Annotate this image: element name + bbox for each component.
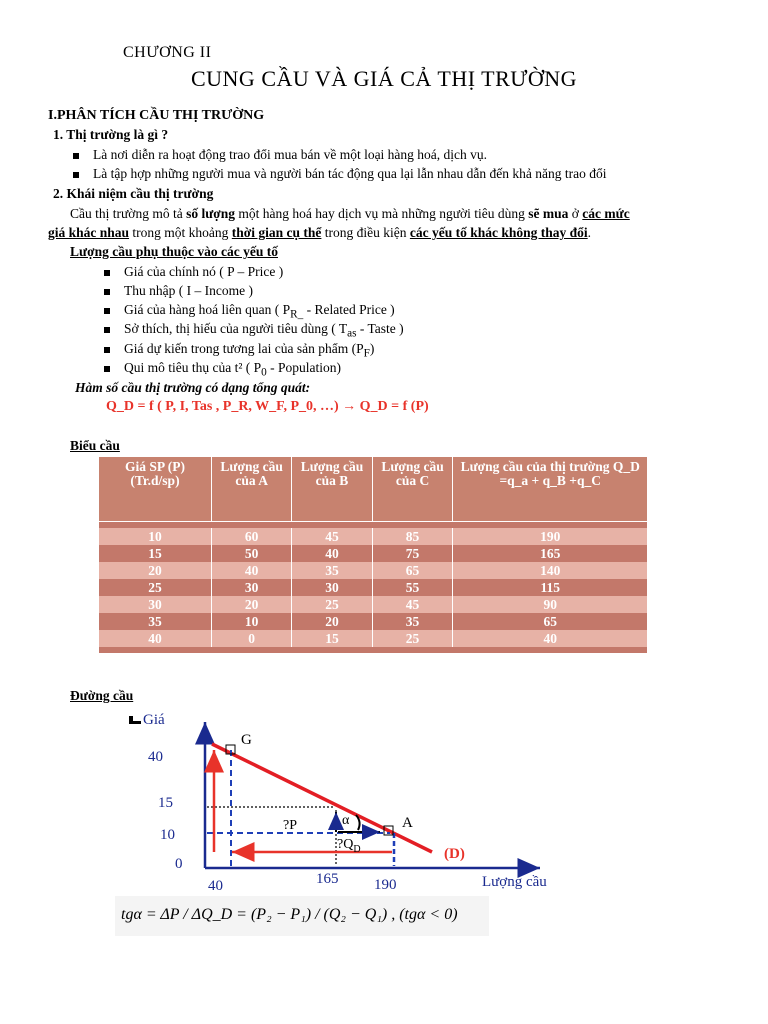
demand-schedule-table xyxy=(98,456,648,653)
bullet-icon xyxy=(104,308,110,314)
table-header-row xyxy=(99,457,648,522)
bullet-icon xyxy=(104,289,110,295)
section-heading: I.PHÂN TÍCH CẦU THỊ TRƯỜNG xyxy=(48,108,265,123)
q1-bullet-2 xyxy=(73,166,607,182)
q1-bullet-2-text: Là tập hợp những người mua và người bán tác động qua lại lẫn nhau dẫn đến khả năng trao đổi xyxy=(93,166,607,181)
column-header: Lượng cầu của C xyxy=(372,457,453,522)
table-row: 25 30 30 55 115 xyxy=(99,579,648,596)
question-1-heading: 1. Thị trường là gì ? xyxy=(53,127,169,142)
table-row: 40 0 15 25 40 xyxy=(99,630,648,647)
axis-corner-mark xyxy=(129,721,141,724)
alpha-label: α xyxy=(342,813,350,828)
column-header: Giá SP (P) (Tr.d/sp) xyxy=(99,457,212,522)
y-tick-label: 10 xyxy=(160,827,175,843)
bullet-icon xyxy=(104,366,110,372)
factor-item: Giá của hàng hoá liên quan ( $P_{R\_}$ - Related Price ) xyxy=(104,302,395,321)
demand-curve-line xyxy=(212,744,432,852)
factor-item: Giá dự kiến trong tương lai của sản phẩm $(P_F)$ xyxy=(104,341,374,360)
factor-item: Giá của chính nó ( P – Price ) xyxy=(104,264,283,280)
y-tick-label: 0 xyxy=(175,856,183,872)
factors-heading: Lượng cầu phụ thuộc vào các yếu tố xyxy=(70,244,278,259)
delta-q-label: $?Q_D$ xyxy=(337,837,361,855)
factor-item: Sở thích, thị hiếu của người tiêu dùng ( $T_{as}$ - Taste ) xyxy=(104,321,404,340)
function-heading: Hàm số cầu thị trường có dạng tổng quát: xyxy=(75,380,311,395)
point-g-label: G xyxy=(241,732,252,748)
column-header: Lượng cầu của A xyxy=(212,457,292,522)
bullet-icon xyxy=(104,270,110,276)
demand-schedule-heading: Biểu cầu xyxy=(70,438,120,453)
y-axis-label: Giá xyxy=(143,712,165,728)
demand-function-formula: Q_D = f ( P, I, Tas , P_R, W_F, P_0, …) → Q_D = f (P) xyxy=(106,399,429,414)
bullet-icon xyxy=(104,327,110,333)
point-a-label: A xyxy=(402,815,413,831)
delta-p-label: ?P xyxy=(283,818,297,833)
definition-line-2: giá khác nhau trong một khoảng thời gian cụ thể trong điều kiện các yếu tố khác không thay đổi. xyxy=(48,225,592,240)
demand-curve-heading: Đường cầu xyxy=(70,688,134,703)
factor-item: Thu nhập ( I – Income ) xyxy=(104,283,253,299)
table-row: 15 50 40 75 165 xyxy=(99,545,648,562)
y-tick-label: 40 xyxy=(148,749,163,765)
question-2-heading: 2. Khái niệm cầu thị trường xyxy=(53,186,214,201)
slope-equation: tgα = ΔP / ΔQ_D = (P₂ − P₁) / (Q₂ − Q₁) , (tgα < 0) xyxy=(121,906,458,923)
x-tick-label: 165 xyxy=(316,871,339,887)
column-header: Lượng cầu của thị trường Q_D =q_a + q_B +q_C xyxy=(453,457,648,522)
slope-equation-box xyxy=(115,896,489,936)
bullet-icon xyxy=(73,172,79,178)
x-tick-label: 190 xyxy=(374,877,397,893)
y-tick-label: 15 xyxy=(158,795,173,811)
bullet-icon xyxy=(104,347,110,353)
factor-item: Qui mô tiêu thụ của t² ( $P_0$ - Population) xyxy=(104,360,341,379)
table-row: 10 60 45 85 190 xyxy=(99,528,648,545)
table-row: 20 40 35 65 140 xyxy=(99,562,648,579)
page-title: CUNG CẦU VÀ GIÁ CẢ THỊ TRƯỜNG xyxy=(190,66,578,91)
x-axis-label: Lượng cầu xyxy=(482,874,547,890)
q1-bullet-1 xyxy=(73,147,487,163)
bullet-icon xyxy=(73,153,79,159)
table-row: 30 20 25 45 90 xyxy=(99,596,648,613)
demand-curve-label: (D) xyxy=(444,846,465,862)
definition-line-1: Cầu thị trường mô tả số lượng một hàng hoá hay dịch vụ mà những người tiêu dùng sẽ mua ở các mức xyxy=(70,206,630,221)
table-row: 35 10 20 35 65 xyxy=(99,613,648,630)
q1-bullet-1-text: Là nơi diễn ra hoạt động trao đổi mua bán về một loại hàng hoá, dịch vụ. xyxy=(93,147,488,162)
chapter-label: CHƯƠNG II xyxy=(123,44,212,61)
column-header: Lượng cầu của B xyxy=(292,457,372,522)
x-tick-label: 40 xyxy=(208,878,223,894)
